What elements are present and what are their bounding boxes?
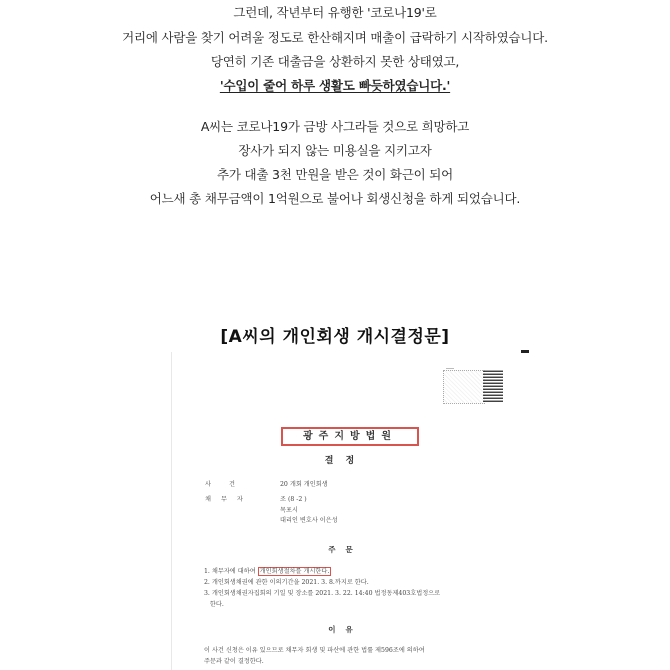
story-line-8: 어느새 총 채무금액이 1억원으로 불어나 회생신청을 하게 되었습니다. [149,191,521,206]
order-item-3: 3. 개인회생채권자집회의 기일 및 장소를 2021. 3. 22. 14:40 법정동제403호법정으로 [204,590,441,597]
story-line-6: 장사가 되지 않는 미용실을 지키고자 [238,143,432,158]
debtor-attorney: 대리인 변호사 이은성 [280,517,338,524]
revenue-stamp [443,370,485,404]
debtor-label: 채 무 자 [205,496,247,503]
reason-line-2: 주문과 같이 결정한다. [204,658,264,665]
story-line-3: 당연히 기존 대출금을 상환하지 못한 상태였고, [210,54,460,69]
story-line-7: 추가 대출 3천 만원을 받은 것이 화근이 되어 [216,167,454,182]
story-quote-text: '수입이 줄어 하루 생활도 빠듯하였습니다.' [219,78,451,93]
court-name: 광주지방법원 [281,427,419,446]
barcode [483,370,503,402]
debtor-value: 조 (8 -2 ) [280,496,307,503]
story-line-2: 거리에 사람을 찾기 어려울 정도로 한산해지며 매출이 급락하기 시작하였습니다. [122,30,548,45]
reason-line-1: 이 사건 신청은 이유 있으므로 채무자 회생 및 파산에 관한 법률 제596조에 의하여 [204,647,425,654]
section-heading: [A씨의 개인회생 개시결정문] [220,327,450,347]
order-item-1-highlight: 개인회생절차를 개시한다. [259,568,330,575]
order-item-3-cont: 한다. [204,601,224,608]
order-item-1-prefix: 1. 채무자에 대하여 [204,568,258,575]
story-quote [0,76,670,94]
case-value: 20 개회 개인회생 [280,481,328,488]
dash-mark [521,350,529,353]
story-line-1: 그런데, 작년부터 유행한 '코로나19'로 [233,5,437,20]
reason-heading: 이유 [328,625,363,634]
court-decision-document [171,352,519,670]
case-label: 사 건 [205,481,243,488]
order-item-1 [204,566,331,575]
document-title: 결정 [324,456,367,466]
story-line-5: A씨는 코로나19가 금방 사그라들 것으로 희망하고 [200,119,470,134]
order-heading: 주문 [328,545,363,554]
order-item-2: 2. 개인회생채권에 관한 이의기간을 2021. 3. 8.까지로 한다. [204,579,369,586]
stamp-corner [446,368,454,369]
debtor-address: 목포시 [280,507,298,514]
